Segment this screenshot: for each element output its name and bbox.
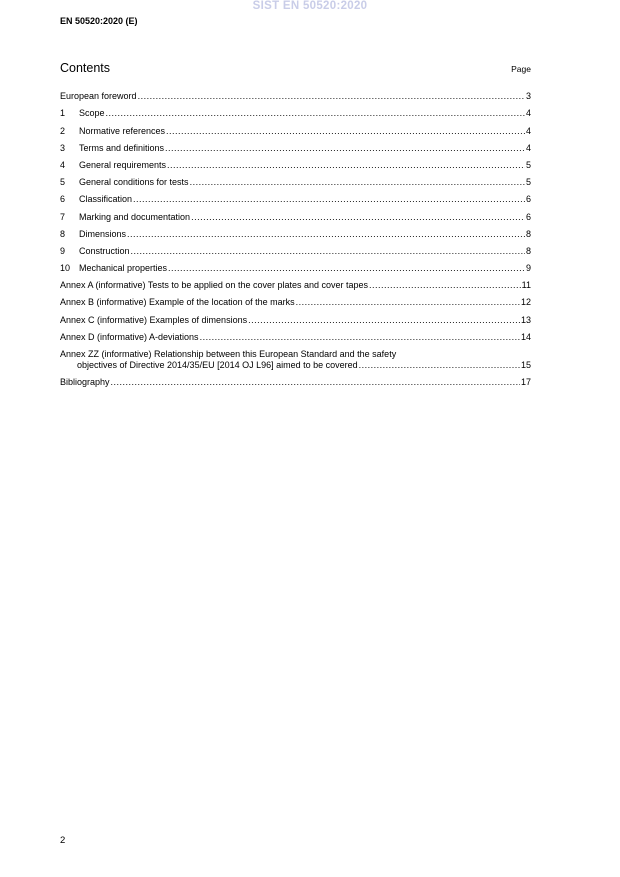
dot-leader xyxy=(133,194,525,205)
dot-leader xyxy=(200,332,520,343)
toc-entry-title: Marking and documentation xyxy=(79,211,191,222)
toc-entry[interactable] xyxy=(60,188,531,205)
table-of-contents xyxy=(60,85,531,388)
toc-entry[interactable] xyxy=(60,205,531,222)
toc-entry-title: Construction xyxy=(79,245,130,256)
dot-leader xyxy=(166,126,525,137)
toc-entry-title-line2-row xyxy=(60,360,531,371)
toc-entry[interactable] xyxy=(60,154,531,171)
toc-entry-number: 2 xyxy=(60,125,66,136)
dot-leader xyxy=(138,91,525,102)
toc-entry-page: 15 xyxy=(520,359,531,370)
toc-entry-number: 5 xyxy=(60,177,66,188)
toc-entry-page: 8 xyxy=(525,245,531,256)
toc-entry-title-line1: Annex ZZ (informative) Relationship between this European Standard and the safety xyxy=(60,348,397,359)
toc-entry-annex-a[interactable] xyxy=(60,274,531,291)
dot-leader xyxy=(127,229,525,240)
dot-leader xyxy=(191,212,525,223)
toc-entry[interactable] xyxy=(60,137,531,154)
toc-entry-page: 11 xyxy=(521,280,531,291)
toc-entry-number: 9 xyxy=(60,245,66,256)
toc-entry[interactable] xyxy=(60,102,531,119)
toc-entry-title: European foreword xyxy=(60,91,137,102)
toc-entry-page: 4 xyxy=(525,142,531,153)
toc-entry-page: 8 xyxy=(525,228,531,239)
document-id: EN 50520:2020 (E) xyxy=(60,16,138,26)
toc-entry-title: Annex B (informative) Example of the location of the marks xyxy=(60,297,295,308)
dot-leader xyxy=(167,160,525,171)
toc-entry-title: Classification xyxy=(79,194,133,205)
toc-entry-annex-b[interactable] xyxy=(60,291,531,308)
toc-entry-number: 8 xyxy=(60,228,66,239)
toc-entry-number: 4 xyxy=(60,159,66,170)
toc-entry[interactable] xyxy=(60,257,531,274)
page-number: 2 xyxy=(60,835,66,846)
toc-entry-annex-d[interactable] xyxy=(60,326,531,343)
toc-entry[interactable] xyxy=(60,240,531,257)
toc-entry-title: Bibliography xyxy=(60,377,110,387)
toc-entry-page: 3 xyxy=(525,91,531,102)
toc-entry-page: 5 xyxy=(525,177,531,188)
dot-leader xyxy=(190,177,525,188)
toc-entry-annex-zz[interactable] xyxy=(60,343,531,371)
toc-entry-page: 4 xyxy=(525,125,531,136)
toc-entry[interactable] xyxy=(60,223,531,240)
toc-entry-bibliography[interactable] xyxy=(60,371,531,388)
toc-entry-title: Scope xyxy=(79,108,105,119)
toc-entry-number: 3 xyxy=(60,142,66,153)
toc-entry-title: Annex A (informative) Tests to be applied on the cover plates and cover tapes xyxy=(60,280,369,291)
toc-entry[interactable] xyxy=(60,85,531,102)
toc-entry-number: 10 xyxy=(60,263,71,274)
toc-entry-page: 6 xyxy=(525,194,531,205)
toc-entry-page: 12 xyxy=(520,297,531,308)
toc-entry-number: 7 xyxy=(60,211,66,222)
toc-entry[interactable] xyxy=(60,119,531,136)
toc-entry-title: Terms and definitions xyxy=(79,142,165,153)
toc-entry-page: 9 xyxy=(525,263,531,274)
contents-title: Contents xyxy=(60,61,111,75)
toc-entry-page: 13 xyxy=(520,314,531,325)
toc-entry-title: Normative references xyxy=(79,125,166,136)
toc-entry-page: 14 xyxy=(520,331,531,342)
dot-leader xyxy=(359,360,520,371)
toc-entry-title: Annex D (informative) A-deviations xyxy=(60,331,199,342)
toc-entry[interactable] xyxy=(60,171,531,188)
page-column-label: Page xyxy=(511,64,531,74)
contents-header xyxy=(60,59,531,75)
toc-entry-title: Mechanical properties xyxy=(79,263,168,274)
dot-leader xyxy=(248,315,520,326)
dot-leader xyxy=(131,246,525,257)
dot-leader xyxy=(111,377,520,388)
toc-entry-page: 4 xyxy=(525,108,531,119)
toc-entry-title: Annex C (informative) Examples of dimensions xyxy=(60,314,248,325)
toc-entry-page: 5 xyxy=(525,159,531,170)
toc-entry-number: 1 xyxy=(60,108,66,119)
dot-leader xyxy=(296,297,520,308)
dot-leader xyxy=(106,108,525,119)
toc-entry-title-line2: objectives of Directive 2014/35/EU [2014 OJ L96] aimed to be covered xyxy=(77,359,358,370)
toc-entry-title: Dimensions xyxy=(79,228,127,239)
toc-entry-page: 6 xyxy=(525,211,531,222)
watermark: SIST EN 50520:2020 xyxy=(252,0,368,12)
dot-leader xyxy=(165,143,525,154)
toc-entry-title: General requirements xyxy=(79,159,167,170)
toc-entry-number: 6 xyxy=(60,194,66,205)
toc-entry-title: General conditions for tests xyxy=(79,177,189,188)
toc-entry-annex-c[interactable] xyxy=(60,308,531,325)
toc-entry-page: 17 xyxy=(520,377,531,387)
dot-leader xyxy=(168,263,525,274)
dot-leader xyxy=(369,280,521,291)
